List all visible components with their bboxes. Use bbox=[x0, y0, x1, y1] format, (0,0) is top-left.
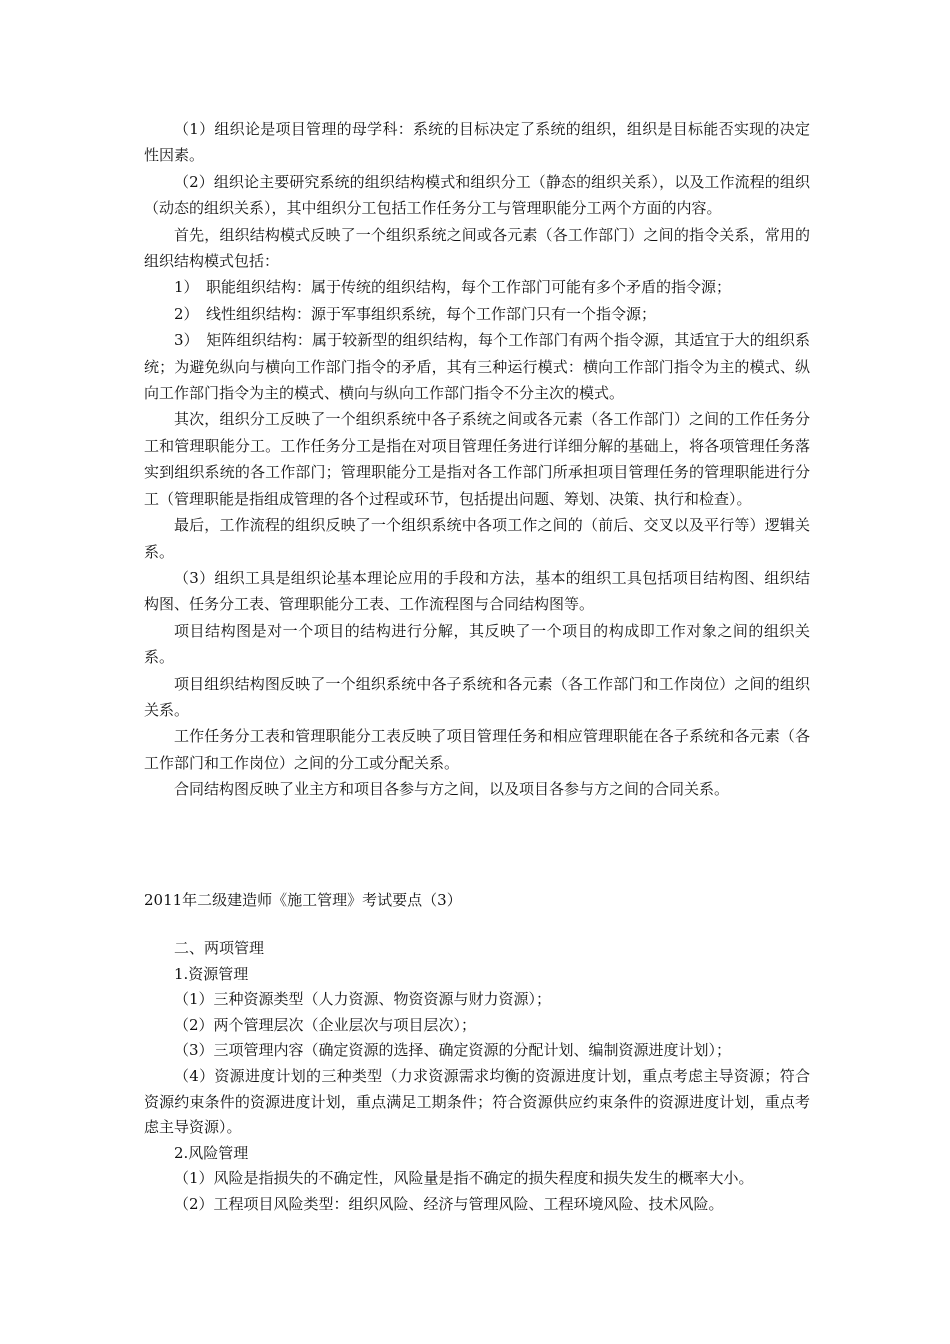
list-item: 2） 线性组织结构：源于军事组织系统，每个工作部门只有一个指令源； bbox=[174, 304, 657, 323]
paragraph: （3）组织工具是组织论基本理论应用的手段和方法，基本的组织工具包括项目结构图、组织结构图、任务分工表、管理职能分工表、工作流程图与合同结构图等。 bbox=[144, 568, 810, 614]
organization-theory-section bbox=[144, 116, 810, 803]
subsection-heading: 2.风险管理 bbox=[174, 1143, 249, 1162]
section-heading: 二、两项管理 bbox=[174, 939, 265, 957]
paragraph: （2）组织论主要研究系统的组织结构模式和组织分工（静态的组织关系），以及工作流程的组织（动态的组织关系），其中组织分工包括工作任务分工与管理职能分工两个方面的内容。 bbox=[144, 172, 810, 218]
paragraph: 项目结构图是对一个项目的结构进行分解，其反映了一个项目的构成即工作对象之间的组织关系。 bbox=[144, 621, 810, 667]
paragraph: 首先，组织结构模式反映了一个组织系统之间或各元素（各工作部门）之间的指令关系，常用的组织结构模式包括： bbox=[144, 225, 810, 271]
list-item: 1） 职能组织结构：属于传统的组织结构，每个工作部门可能有多个矛盾的指令源； bbox=[174, 278, 732, 297]
paragraph: 最后，工作流程的组织反映了一个组织系统中各项工作之间的（前后、交叉以及平行等）逻辑关系。 bbox=[144, 516, 810, 561]
list-item: （3）三项管理内容（确定资源的选择、确定资源的分配计划、编制资源进度计划）； bbox=[174, 1041, 732, 1060]
section-title: 2011年二级建造师《施工管理》考试要点（3） bbox=[144, 891, 462, 909]
paragraph: 其次，组织分工反映了一个组织系统中各子系统之间或各元素（各工作部门）之间的工作任务分工和管理职能分工。工作任务分工是指在对项目管理任务进行详细分解的基础上，将各项管理任务落实到组织系统的各工作部门；管理职能分工是指对各工作部门所承担项目管理任务的管理职能进行分工（管理职能是指组成管理的各个过程或环节，包括提出问题、筹划、决策、执行和检查）。 bbox=[144, 410, 810, 508]
list-item: （4）资源进度计划的三种类型（力求资源需求均衡的资源进度计划，重点考虑主导资源；符合资源约束条件的资源进度计划，重点满足工期条件；符合资源供应约束条件的资源进度计划，重点考虑主导资源）。 bbox=[144, 1066, 810, 1137]
paragraph: 工作任务分工表和管理职能分工表反映了项目管理任务和相应管理职能在各子系统和各元素（各工作部门和工作岗位）之间的分工或分配关系。 bbox=[144, 727, 810, 772]
list-item: （2）工程项目风险类型：组织风险、经济与管理风险、工程环境风险、技术风险。 bbox=[174, 1194, 724, 1213]
list-item: （1）三种资源类型（人力资源、物资资源与财力资源）； bbox=[174, 990, 552, 1009]
paragraph: （1）组织论是项目管理的母学科：系统的目标决定了系统的组织，组织是目标能否实现的决定性因素。 bbox=[144, 120, 810, 165]
list-item: （1）风险是指损失的不确定性，风险量是指不确定的损失程度和损失发生的概率大小。 bbox=[174, 1169, 754, 1188]
two-management-section bbox=[144, 936, 810, 1218]
paragraph: 项目组织结构图反映了一个组织系统中各子系统和各元素（各工作部门和工作岗位）之间的组织关系。 bbox=[144, 674, 810, 719]
paragraph: 合同结构图反映了业主方和项目各参与方之间，以及项目各参与方之间的合同关系。 bbox=[174, 780, 730, 799]
list-item: 3） 矩阵组织结构：属于较新型的组织结构，每个工作部门有两个指令源，其适宜于大的组织系统；为避免纵向与横向工作部门指令的矛盾，其有三种运行模式：横向工作部门指令为主的模式、纵向工作部门指令为主的模式、横向与纵向工作部门指令不分主次的模式。 bbox=[144, 331, 810, 403]
subsection-heading: 1.资源管理 bbox=[174, 964, 249, 983]
list-item: （2）两个管理层次（企业层次与项目层次）； bbox=[174, 1015, 477, 1034]
